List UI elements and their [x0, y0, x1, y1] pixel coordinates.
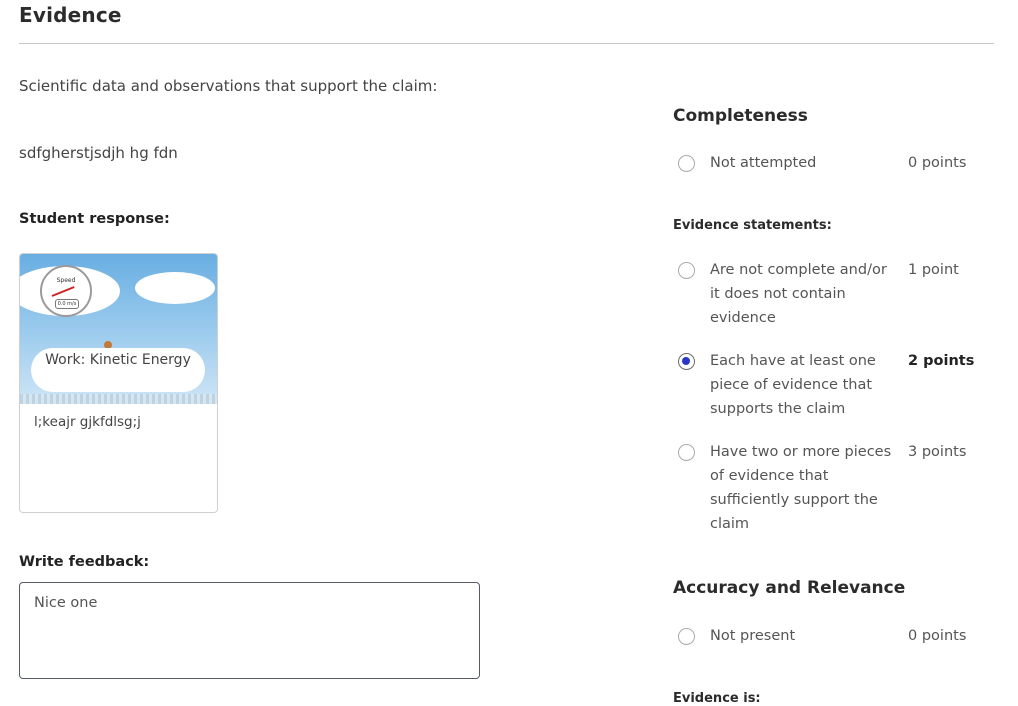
evidence-prompt: Scientific data and observations that support the claim: — [19, 77, 438, 95]
option-1-point-value: 1 point — [908, 262, 959, 278]
option-3-points-value: 3 points — [908, 444, 967, 460]
option-3-points-text: Have two or more pieces of evidence that sufficiently support the claim — [710, 444, 892, 532]
cloud-shape — [135, 272, 215, 304]
ground-strip — [20, 394, 217, 404]
student-answer-text: l;keajr gjkfdlsg;j — [34, 414, 141, 430]
gauge-needle — [52, 286, 75, 297]
claim-text: sdfgherstjsdjh hg fdn — [19, 144, 178, 162]
completeness-heading: Completeness — [673, 106, 808, 126]
feedback-textarea[interactable] — [19, 582, 480, 679]
not-attempted-points: 0 points — [908, 155, 967, 171]
radio-not-present[interactable] — [678, 628, 695, 645]
gauge-label: Speed — [56, 277, 76, 284]
speed-gauge — [40, 265, 92, 317]
student-response-label: Student response: — [19, 211, 170, 227]
not-attempted-label: Not attempted — [710, 155, 817, 171]
not-present-label: Not present — [710, 628, 796, 644]
option-2-points-text: Each have at least one piece of evidence that supports the claim — [710, 353, 876, 417]
evidence-statements-label: Evidence statements: — [673, 218, 832, 233]
gauge-readout: 0.0 m/s — [55, 299, 79, 309]
write-feedback-label: Write feedback: — [19, 554, 150, 570]
thumbnail-title: Work: Kinetic Energy — [31, 348, 205, 392]
radio-option-1-point[interactable] — [678, 262, 695, 279]
radio-option-3-points[interactable] — [678, 444, 695, 461]
radio-not-attempted[interactable] — [678, 155, 695, 172]
title-divider — [19, 43, 994, 44]
radio-option-2-points[interactable] — [678, 353, 695, 370]
option-2-points-value: 2 points — [908, 353, 975, 369]
option-1-point-text: Are not complete and/or it does not contain evidence — [710, 262, 887, 326]
not-present-points: 0 points — [908, 628, 967, 644]
student-response-card[interactable] — [19, 253, 218, 513]
evidence-is-label: Evidence is: — [673, 691, 761, 706]
simulation-thumbnail — [20, 254, 217, 404]
accuracy-heading: Accuracy and Relevance — [673, 578, 906, 598]
page-title: Evidence — [19, 3, 122, 27]
